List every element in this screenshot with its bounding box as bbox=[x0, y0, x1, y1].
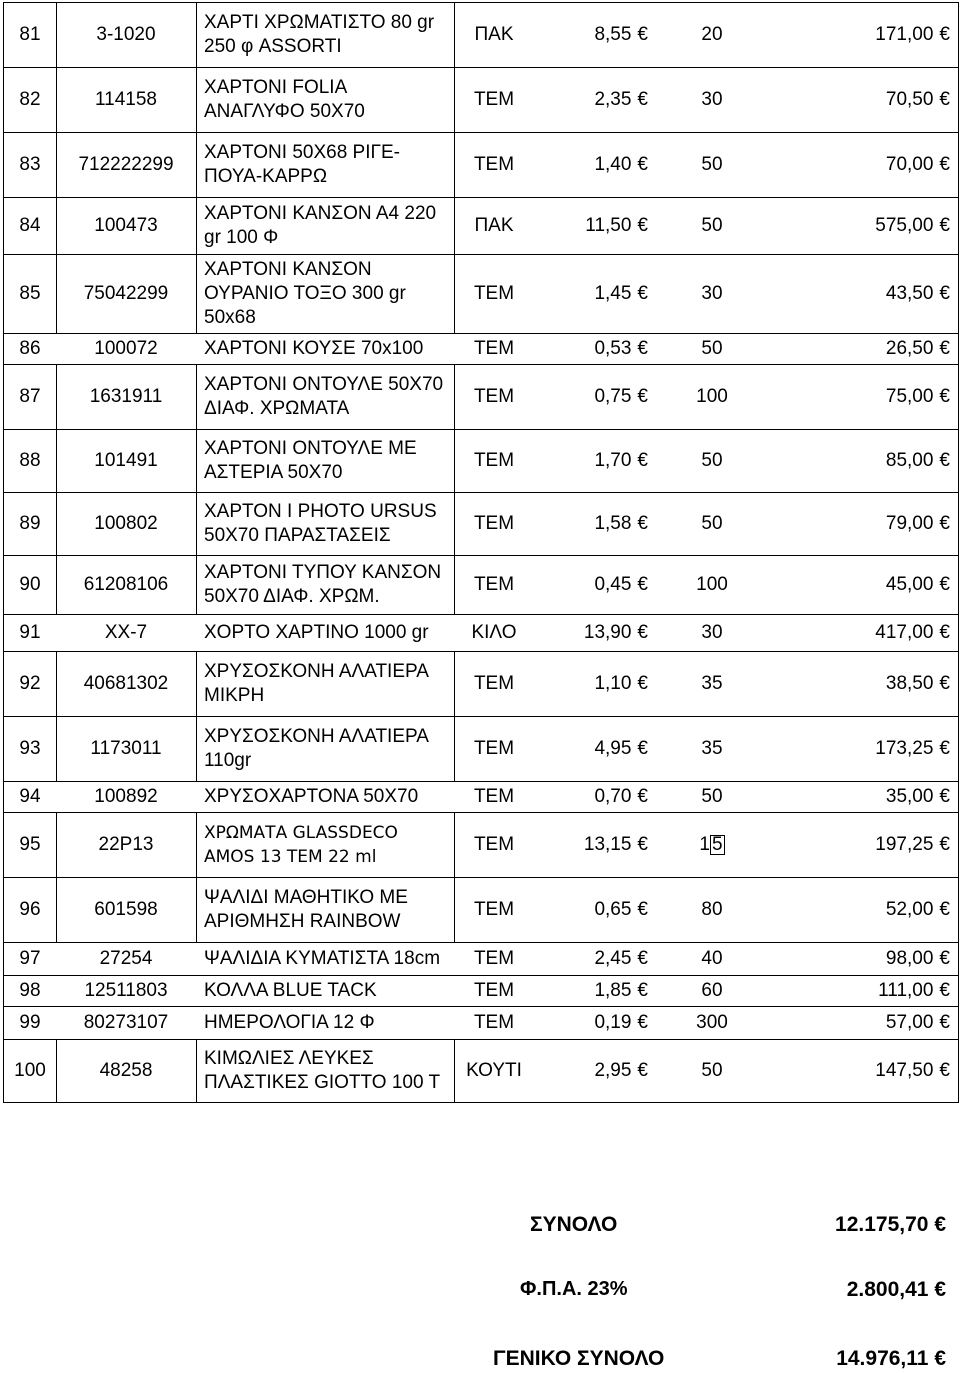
table-row bbox=[4, 975, 958, 1007]
column-divider bbox=[56, 133, 57, 197]
item-unit: ΤΕΜ bbox=[473, 89, 515, 110]
item-unit: ΠΑΚ bbox=[474, 24, 514, 45]
vat-label: Φ.Π.Α. 23% bbox=[520, 1278, 628, 1300]
unit-price: 0,70 € bbox=[594, 786, 648, 807]
column-divider bbox=[454, 878, 455, 942]
line-total: 57,00 € bbox=[885, 1012, 950, 1033]
euro-icon: € bbox=[637, 89, 648, 110]
row-number: 87 bbox=[19, 386, 41, 407]
quantity: 300 bbox=[696, 1012, 728, 1033]
item-code: 100473 bbox=[94, 215, 158, 236]
quantity: 50 bbox=[701, 450, 723, 471]
quantity: 50 bbox=[701, 338, 723, 359]
item-code: 3-1020 bbox=[96, 24, 156, 45]
quantity: 35 bbox=[701, 673, 723, 694]
table-row bbox=[4, 614, 958, 652]
euro-icon: € bbox=[939, 338, 950, 359]
item-description-line: 50Χ70 ΠΑΡΑΣΤΑΣΕΙΣ bbox=[204, 525, 391, 546]
item-description-line: 50x68 bbox=[204, 307, 256, 328]
item-code: 712222299 bbox=[78, 154, 174, 175]
row-number: 84 bbox=[19, 215, 41, 236]
item-unit: ΠΑΚ bbox=[474, 215, 514, 236]
row-number: 81 bbox=[19, 24, 41, 45]
item-description-line: 110gr bbox=[204, 750, 252, 771]
unit-price: 0,19 € bbox=[594, 1012, 648, 1033]
item-unit: ΚΙΛΟ bbox=[471, 622, 517, 643]
column-divider bbox=[196, 652, 197, 716]
column-divider bbox=[56, 717, 57, 781]
column-divider bbox=[196, 878, 197, 942]
row-number: 83 bbox=[19, 154, 41, 175]
row-number: 86 bbox=[19, 338, 41, 359]
euro-icon: € bbox=[939, 450, 950, 471]
row-number: 88 bbox=[19, 450, 41, 471]
euro-icon: € bbox=[637, 283, 648, 304]
unit-price: 1,70 € bbox=[594, 450, 648, 471]
item-description-line: ΧΡΥΣΟΣΚΟΝΗ ΑΛΑΤΙΕΡΑ bbox=[204, 726, 429, 747]
unit-price: 0,53 € bbox=[594, 338, 648, 359]
items-table bbox=[3, 2, 959, 1103]
item-description bbox=[204, 3, 452, 67]
row-number: 92 bbox=[19, 673, 41, 694]
row-number: 95 bbox=[19, 834, 41, 855]
item-code: 601598 bbox=[94, 899, 158, 920]
line-total: 575,00 € bbox=[875, 215, 950, 236]
item-description-line: ΗΜΕΡΟΛΟΓΙΑ 12 Φ bbox=[204, 1012, 375, 1033]
unit-price: 2,95 € bbox=[594, 1060, 648, 1081]
item-description bbox=[204, 813, 452, 877]
grand-total-label: ΓΕΝΙΚΟ ΣΥΝΟΛΟ bbox=[493, 1347, 665, 1370]
column-divider bbox=[56, 68, 57, 132]
quantity: 100 bbox=[696, 574, 728, 595]
item-description-line: ΧΡΥΣΟΧΑΡΤΟΝΑ 50Χ70 bbox=[204, 786, 419, 807]
item-description-line: ΔΙΑΦ. ΧΡΩΜΑΤΑ bbox=[204, 398, 350, 419]
column-divider bbox=[454, 430, 455, 492]
table-row bbox=[4, 942, 958, 976]
euro-icon: € bbox=[637, 386, 648, 407]
column-divider bbox=[196, 493, 197, 555]
euro-icon: € bbox=[637, 450, 648, 471]
unit-price: 1,10 € bbox=[594, 673, 648, 694]
column-divider bbox=[196, 255, 197, 333]
table-row bbox=[4, 492, 958, 556]
column-divider bbox=[56, 813, 57, 877]
column-divider bbox=[454, 365, 455, 429]
item-unit: ΤΕΜ bbox=[473, 786, 515, 807]
item-description bbox=[204, 717, 452, 781]
item-code: 100802 bbox=[94, 513, 158, 534]
item-unit: ΤΕΜ bbox=[473, 673, 515, 694]
euro-icon: € bbox=[939, 283, 950, 304]
euro-icon: € bbox=[637, 673, 648, 694]
item-code: 40681302 bbox=[83, 673, 169, 694]
item-description-line: ΧΡΥΣΟΣΚΟΝΗ ΑΛΑΤΙΕΡΑ bbox=[204, 661, 429, 682]
row-number: 96 bbox=[19, 899, 41, 920]
unit-price: 11,50 € bbox=[585, 215, 648, 236]
item-description bbox=[204, 878, 452, 942]
item-unit: ΤΕΜ bbox=[473, 834, 515, 855]
unit-price: 1,40 € bbox=[594, 154, 648, 175]
quantity: 50 bbox=[701, 154, 723, 175]
item-code: 75042299 bbox=[83, 283, 169, 304]
euro-icon: € bbox=[637, 574, 648, 595]
line-total: 70,00 € bbox=[885, 154, 950, 175]
table-row bbox=[4, 132, 958, 198]
item-description-line: ΧΑΡΤΟΝ Ι PHOTO URSUS bbox=[204, 501, 437, 522]
item-description-line: ΑΣΤΕΡΙΑ 50Χ70 bbox=[204, 462, 343, 483]
row-number: 90 bbox=[19, 574, 41, 595]
item-unit: ΤΕΜ bbox=[473, 338, 515, 359]
item-description-line: 250 φ ASSORTI bbox=[204, 36, 342, 57]
item-description-line: ΧΑΡΤΟΝΙ ΟΝΤΟΥΛΕ ΜΕ bbox=[204, 438, 417, 459]
item-code: 27254 bbox=[99, 948, 153, 969]
unit-price: 2,45 € bbox=[594, 948, 648, 969]
line-total: 85,00 € bbox=[885, 450, 950, 471]
unit-price: 0,75 € bbox=[594, 386, 648, 407]
item-code: 100892 bbox=[94, 786, 158, 807]
column-divider bbox=[56, 198, 57, 254]
item-code: 12511803 bbox=[84, 980, 168, 1001]
row-number: 100 bbox=[14, 1060, 46, 1081]
euro-icon: € bbox=[637, 215, 648, 236]
quantity: 50 bbox=[701, 513, 723, 534]
row-number: 93 bbox=[19, 738, 41, 759]
item-description-line: ΑΝΑΓΛΥΦΟ 50Χ70 bbox=[204, 101, 365, 122]
euro-icon: € bbox=[939, 948, 950, 969]
item-code: 22P13 bbox=[98, 834, 154, 855]
item-code: 1173011 bbox=[90, 738, 162, 759]
item-description bbox=[204, 198, 452, 254]
line-total: 38,50 € bbox=[885, 673, 950, 694]
vat-value: 2.800,41 € bbox=[846, 1278, 946, 1301]
euro-icon: € bbox=[939, 786, 950, 807]
column-divider bbox=[454, 717, 455, 781]
unit-price: 1,58 € bbox=[594, 513, 648, 534]
unit-price: 8,55 € bbox=[594, 24, 648, 45]
line-total: 52,00 € bbox=[885, 899, 950, 920]
euro-icon: € bbox=[939, 673, 950, 694]
item-description-line: ΧΑΡΤΟΝΙ ΚΟΥΣΕ 70x100 bbox=[204, 338, 424, 359]
line-total: 171,00 € bbox=[875, 24, 950, 45]
euro-icon: € bbox=[939, 622, 950, 643]
row-number: 89 bbox=[19, 513, 41, 534]
line-total: 75,00 € bbox=[885, 386, 950, 407]
table-row bbox=[4, 333, 958, 365]
item-description-line: ΧΑΡΤΟΝΙ ΟΝΤΟΥΛΕ 50Χ70 bbox=[204, 374, 444, 395]
euro-icon: € bbox=[637, 786, 648, 807]
sum-label: ΣΥΝΟΛΟ bbox=[530, 1213, 618, 1236]
euro-icon: € bbox=[939, 980, 950, 1001]
row-number: 98 bbox=[19, 980, 41, 1001]
column-divider bbox=[56, 556, 57, 614]
item-description-line: gr 100 Φ bbox=[204, 227, 279, 248]
quantity: 30 bbox=[701, 622, 723, 643]
row-number: 85 bbox=[19, 283, 41, 304]
item-description bbox=[204, 1040, 452, 1102]
euro-icon: € bbox=[637, 948, 648, 969]
euro-icon: € bbox=[939, 574, 950, 595]
item-description bbox=[204, 976, 452, 1006]
line-total: 35,00 € bbox=[885, 786, 950, 807]
item-description-line: AMOS 13 ΤΕΜ 22 ml bbox=[204, 847, 377, 867]
line-total: 70,50 € bbox=[885, 89, 950, 110]
column-divider bbox=[454, 255, 455, 333]
table-row bbox=[4, 254, 958, 334]
item-description-line: ΠΛΑΣΤΙΚΕΣ GIOTTO 100 T bbox=[204, 1072, 441, 1093]
item-description bbox=[204, 334, 452, 364]
euro-icon: € bbox=[637, 338, 648, 359]
item-description bbox=[204, 556, 452, 614]
item-description-line: 50Χ70 ΔΙΑΦ. ΧΡΩΜ. bbox=[204, 586, 380, 607]
item-description bbox=[204, 943, 452, 975]
line-total: 45,00 € bbox=[885, 574, 950, 595]
table-row bbox=[4, 555, 958, 615]
item-unit: ΤΕΜ bbox=[473, 980, 515, 1001]
quantity: 20 bbox=[701, 24, 723, 45]
item-description bbox=[204, 430, 452, 492]
column-divider bbox=[454, 493, 455, 555]
item-description-line: ΧΑΡΤΟΝΙ 50Χ68 ΡΙΓΕ- bbox=[204, 142, 400, 163]
unit-price: 1,85 € bbox=[594, 980, 648, 1001]
euro-icon: € bbox=[939, 834, 950, 855]
quantity: 35 bbox=[701, 738, 723, 759]
unit-price: 13,90 € bbox=[583, 622, 648, 643]
item-code: XX-7 bbox=[104, 622, 148, 643]
item-description-line: ΧΡΩΜΑΤΑ GLASSDECO bbox=[204, 823, 398, 843]
euro-icon: € bbox=[637, 980, 648, 1001]
table-row bbox=[4, 364, 958, 430]
item-code: 48258 bbox=[99, 1060, 153, 1081]
row-number: 97 bbox=[19, 948, 41, 969]
line-total: 111,00 € bbox=[878, 980, 950, 1001]
item-code: 61208106 bbox=[83, 574, 169, 595]
item-unit: ΤΕΜ bbox=[473, 738, 515, 759]
table-row bbox=[4, 197, 958, 255]
column-divider bbox=[454, 556, 455, 614]
table-row bbox=[4, 651, 958, 717]
column-divider bbox=[454, 813, 455, 877]
item-unit: ΤΕΜ bbox=[473, 574, 515, 595]
column-divider bbox=[196, 133, 197, 197]
item-description bbox=[204, 615, 452, 651]
table-row bbox=[4, 429, 958, 493]
euro-icon: € bbox=[939, 738, 950, 759]
quantity: 50 bbox=[701, 1060, 723, 1081]
unit-price: 0,45 € bbox=[594, 574, 648, 595]
item-code: 101491 bbox=[94, 450, 158, 471]
item-code: 100072 bbox=[94, 338, 158, 359]
item-unit: ΤΕΜ bbox=[473, 386, 515, 407]
quantity: 50 bbox=[701, 215, 723, 236]
column-divider bbox=[454, 3, 455, 67]
item-description-line: ΧΑΡΤΟΝΙ ΚΑΝΣΟΝ Α4 220 bbox=[204, 203, 437, 224]
item-description-line: ΧΑΡΤΟΝΙ ΤΥΠΟΥ ΚΑΝΣΟΝ bbox=[204, 562, 442, 583]
line-total: 147,50 € bbox=[875, 1060, 950, 1081]
euro-icon: € bbox=[637, 1060, 648, 1081]
item-description bbox=[204, 782, 452, 812]
item-unit: ΤΕΜ bbox=[473, 283, 515, 304]
row-number: 82 bbox=[19, 89, 41, 110]
euro-icon: € bbox=[939, 89, 950, 110]
euro-icon: € bbox=[939, 215, 950, 236]
column-divider bbox=[196, 717, 197, 781]
table-row bbox=[4, 716, 958, 782]
column-divider bbox=[196, 1040, 197, 1102]
item-description bbox=[204, 493, 452, 555]
item-unit: ΤΕΜ bbox=[473, 948, 515, 969]
table-row bbox=[4, 877, 958, 943]
item-unit: ΤΕΜ bbox=[473, 899, 515, 920]
unit-price: 4,95 € bbox=[594, 738, 648, 759]
item-description-line: ΨΑΛΙΔΙΑ ΚΥΜΑΤΙΣΤΑ 18cm bbox=[204, 948, 441, 969]
item-unit: ΤΕΜ bbox=[473, 450, 515, 471]
column-divider bbox=[196, 556, 197, 614]
quantity: 80 bbox=[701, 899, 723, 920]
item-description-line: ΧΑΡΤΟΝΙ FOLIA bbox=[204, 77, 348, 98]
item-code: 1631911 bbox=[89, 386, 163, 407]
column-divider bbox=[196, 813, 197, 877]
item-unit: ΤΕΜ bbox=[473, 1012, 515, 1033]
row-number: 99 bbox=[19, 1012, 41, 1033]
item-description-line: ΟΥΡΑΝΙΟ ΤΟΞΟ 300 gr bbox=[204, 283, 406, 304]
euro-icon: € bbox=[637, 24, 648, 45]
quantity: 30 bbox=[701, 89, 723, 110]
column-divider bbox=[196, 365, 197, 429]
euro-icon: € bbox=[637, 1012, 648, 1033]
unit-price: 2,35 € bbox=[594, 89, 648, 110]
quantity: 60 bbox=[701, 980, 723, 1001]
euro-icon: € bbox=[939, 24, 950, 45]
table-row bbox=[4, 2, 958, 68]
grand-total-value: 14.976,11 € bbox=[836, 1347, 946, 1370]
item-description bbox=[204, 1007, 452, 1039]
euro-icon: € bbox=[939, 1012, 950, 1033]
item-description bbox=[204, 133, 452, 197]
item-description-line: ΚΟΛΛΑ BLUE TACK bbox=[204, 980, 377, 1001]
quantity: 50 bbox=[701, 786, 723, 807]
euro-icon: € bbox=[637, 899, 648, 920]
quantity: 1 5 bbox=[699, 834, 723, 855]
item-description-line: ΧΑΡΤΟΝΙ ΚΑΝΣΟΝ bbox=[204, 259, 372, 280]
item-description-line: ΚΙΜΩΛΙΕΣ ΛΕΥΚΕΣ bbox=[204, 1048, 374, 1069]
euro-icon: € bbox=[637, 834, 648, 855]
euro-icon: € bbox=[637, 154, 648, 175]
column-divider bbox=[196, 3, 197, 67]
unit-price: 1,45 € bbox=[594, 283, 648, 304]
table-row bbox=[4, 781, 958, 813]
line-total: 43,50 € bbox=[885, 283, 950, 304]
item-unit: ΤΕΜ bbox=[473, 154, 515, 175]
item-description-line: ΧΑΡΤΙ ΧΡΩΜΑΤΙΣΤΟ 80 gr bbox=[204, 12, 435, 33]
line-total: 197,25 € bbox=[875, 834, 950, 855]
item-description bbox=[204, 652, 452, 716]
row-number: 91 bbox=[19, 622, 41, 643]
euro-icon: € bbox=[939, 386, 950, 407]
line-total: 98,00 € bbox=[885, 948, 950, 969]
quantity: 40 bbox=[701, 948, 723, 969]
item-description-line: ΜΙΚΡΗ bbox=[204, 685, 265, 706]
item-description-line: ΑΡΙΘΜΗΣΗ RAINBOW bbox=[204, 911, 401, 932]
euro-icon: € bbox=[637, 622, 648, 643]
euro-icon: € bbox=[637, 738, 648, 759]
line-total: 173,25 € bbox=[875, 738, 950, 759]
line-total: 26,50 € bbox=[885, 338, 950, 359]
quantity: 100 bbox=[696, 386, 728, 407]
item-code: 80273107 bbox=[83, 1012, 169, 1033]
column-divider bbox=[56, 365, 57, 429]
column-divider bbox=[56, 430, 57, 492]
unit-price: 13,15 € bbox=[583, 834, 648, 855]
table-row bbox=[4, 67, 958, 133]
column-divider bbox=[56, 1040, 57, 1102]
sum-value: 12.175,70 € bbox=[835, 1213, 946, 1236]
item-description-line: ΨΑΛΙΔΙ ΜΑΘΗΤΙΚΟ ΜΕ bbox=[204, 887, 408, 908]
unit-price: 0,65 € bbox=[594, 899, 648, 920]
table-row bbox=[4, 1006, 958, 1040]
column-divider bbox=[454, 198, 455, 254]
line-total: 417,00 € bbox=[875, 622, 950, 643]
item-unit: ΤΕΜ bbox=[473, 513, 515, 534]
table-row bbox=[4, 812, 958, 878]
column-divider bbox=[56, 493, 57, 555]
euro-icon: € bbox=[939, 1060, 950, 1081]
euro-icon: € bbox=[939, 899, 950, 920]
column-divider bbox=[56, 3, 57, 67]
column-divider bbox=[196, 68, 197, 132]
item-description bbox=[204, 365, 452, 429]
column-divider bbox=[196, 430, 197, 492]
table-row bbox=[4, 1039, 958, 1103]
column-divider bbox=[196, 198, 197, 254]
column-divider bbox=[454, 68, 455, 132]
row-number: 94 bbox=[19, 786, 41, 807]
item-unit: ΚΟΥΤΙ bbox=[466, 1060, 522, 1081]
column-divider bbox=[454, 1040, 455, 1102]
column-divider bbox=[56, 255, 57, 333]
column-divider bbox=[56, 878, 57, 942]
item-description-line: ΠΟΥΑ-ΚΑΡΡΩ bbox=[204, 166, 328, 187]
euro-icon: € bbox=[939, 513, 950, 534]
euro-icon: € bbox=[939, 154, 950, 175]
item-code: 114158 bbox=[95, 89, 157, 110]
euro-icon: € bbox=[637, 513, 648, 534]
item-description bbox=[204, 68, 452, 132]
quantity: 30 bbox=[701, 283, 723, 304]
line-total: 79,00 € bbox=[885, 513, 950, 534]
column-divider bbox=[454, 652, 455, 716]
column-divider bbox=[454, 133, 455, 197]
item-description-line: ΧΟΡΤΟ ΧΑΡΤΙΝΟ 1000 gr bbox=[204, 622, 429, 643]
item-description bbox=[204, 255, 452, 333]
column-divider bbox=[56, 652, 57, 716]
